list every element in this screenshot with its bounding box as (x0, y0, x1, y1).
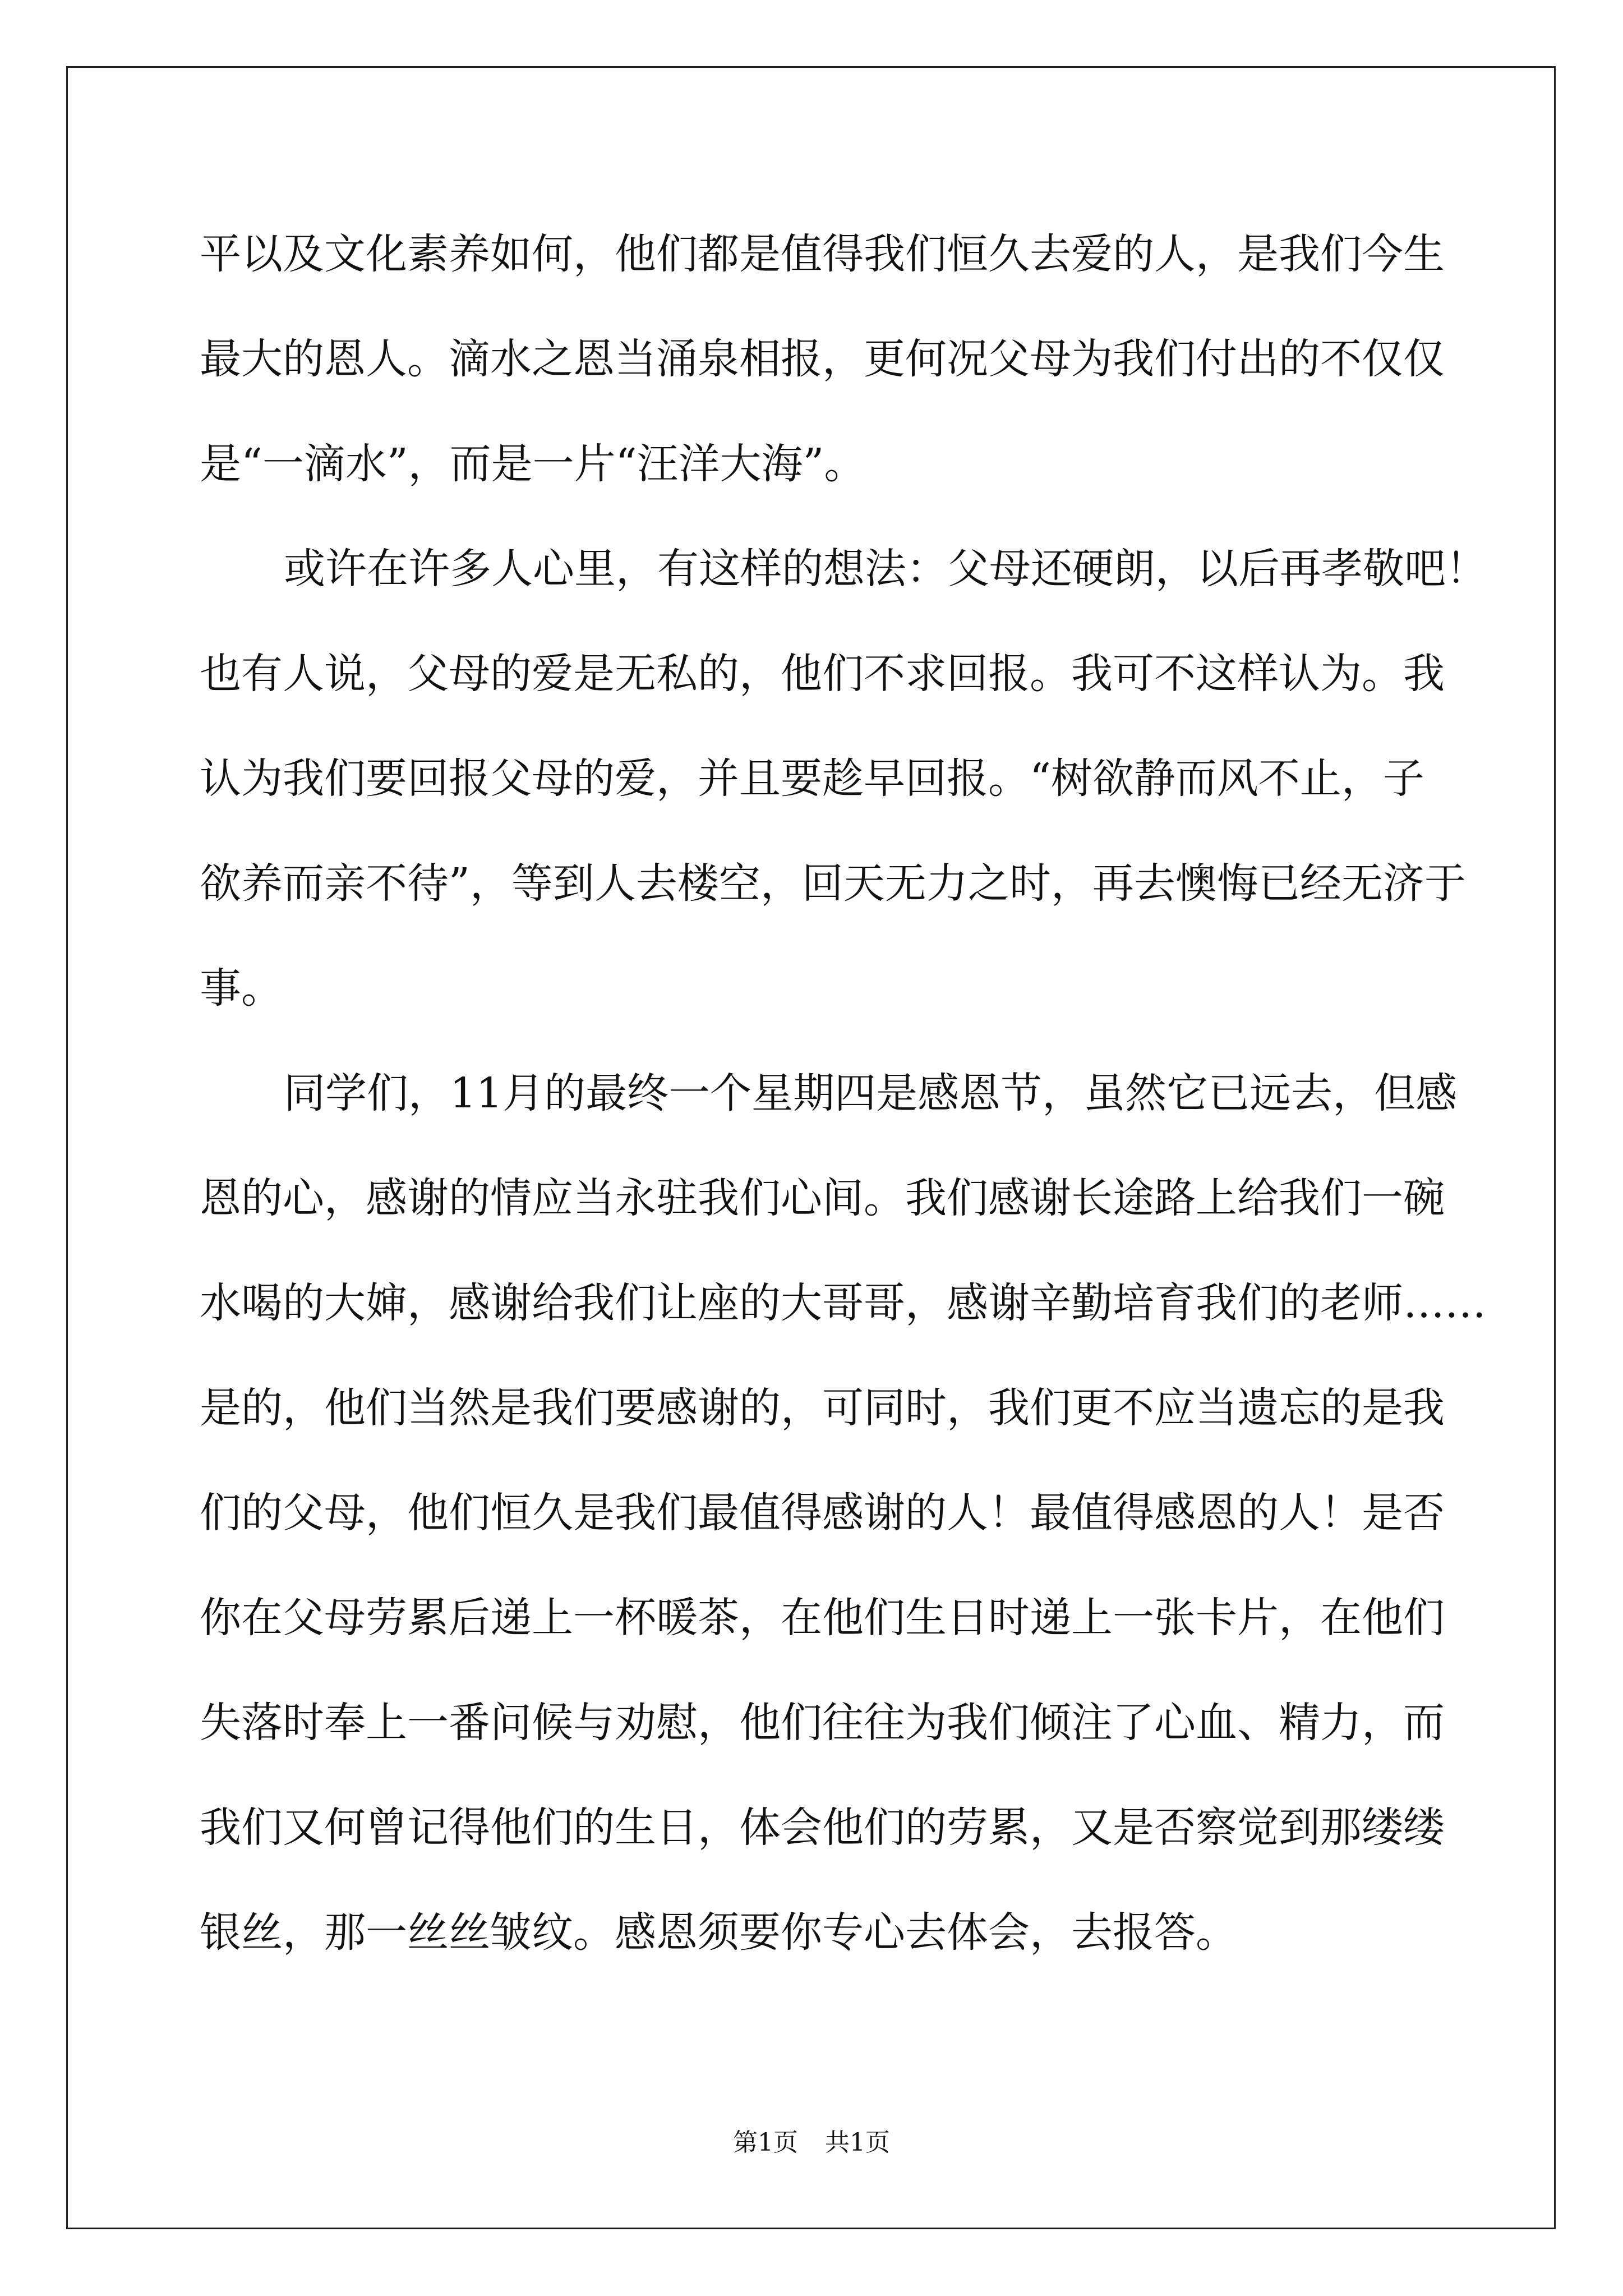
text-line: 失落时奉上一番问候与劝慰，他们往往为我们倾注了心血、精力，而 (200, 1699, 1445, 1747)
text-line: 银丝，那一丝丝皱纹。感恩须要你专心去体会，去报答。 (200, 1908, 1237, 1957)
document-body (200, 202, 1487, 1985)
page-number: 第1页 (733, 2128, 798, 2157)
text-line: 们的父母，他们恒久是我们最值得感谢的人！最值得感恩的人！是否 (200, 1489, 1445, 1537)
page-total: 共1页 (825, 2128, 890, 2157)
text-line: 欲养而亲不待”，等到人去楼空，回天无力之时，再去懊悔已经无济于 (200, 859, 1466, 908)
text-line: 也有人说，父母的爱是无私的，他们不求回报。我可不这样认为。我 (200, 650, 1445, 698)
text-line: 认为我们要回报父母的爱，并且要趁早回报。“树欲静而风不止，子 (200, 754, 1424, 803)
text-line: 我们又何曾记得他们的生日，体会他们的劳累，又是否察觉到那缕缕 (200, 1803, 1445, 1852)
text-line: 或许在许多人心里，有这样的想法：父母还硬朗，以后再孝敬吧！ (284, 545, 1487, 593)
text-line: 是“一滴水”，而是一片“汪洋大海”。 (200, 440, 866, 488)
text-line: 是的，他们当然是我们要感谢的，可同时，我们更不应当遗忘的是我 (200, 1384, 1445, 1432)
text-line: 同学们，11月的最终一个星期四是感恩节，虽然它已远去，但感 (284, 1069, 1458, 1117)
text-line: 恩的心，感谢的情应当永驻我们心间。我们感谢长途路上给我们一碗 (200, 1174, 1445, 1222)
page-footer (0, 2126, 1623, 2160)
text-line: 水喝的大婶，感谢给我们让座的大哥哥，感谢辛勤培育我们的老师…… (200, 1279, 1486, 1327)
text-line: 平以及文化素养如何，他们都是值得我们恒久去爱的人，是我们今生 (200, 230, 1445, 278)
text-line: 最大的恩人。滴水之恩当涌泉相报，更何况父母为我们付出的不仅仅 (200, 335, 1445, 383)
text-line: 事。 (200, 964, 283, 1013)
text-line: 你在父母劳累后递上一杯暖茶，在他们生日时递上一张卡片，在他们 (200, 1594, 1445, 1642)
